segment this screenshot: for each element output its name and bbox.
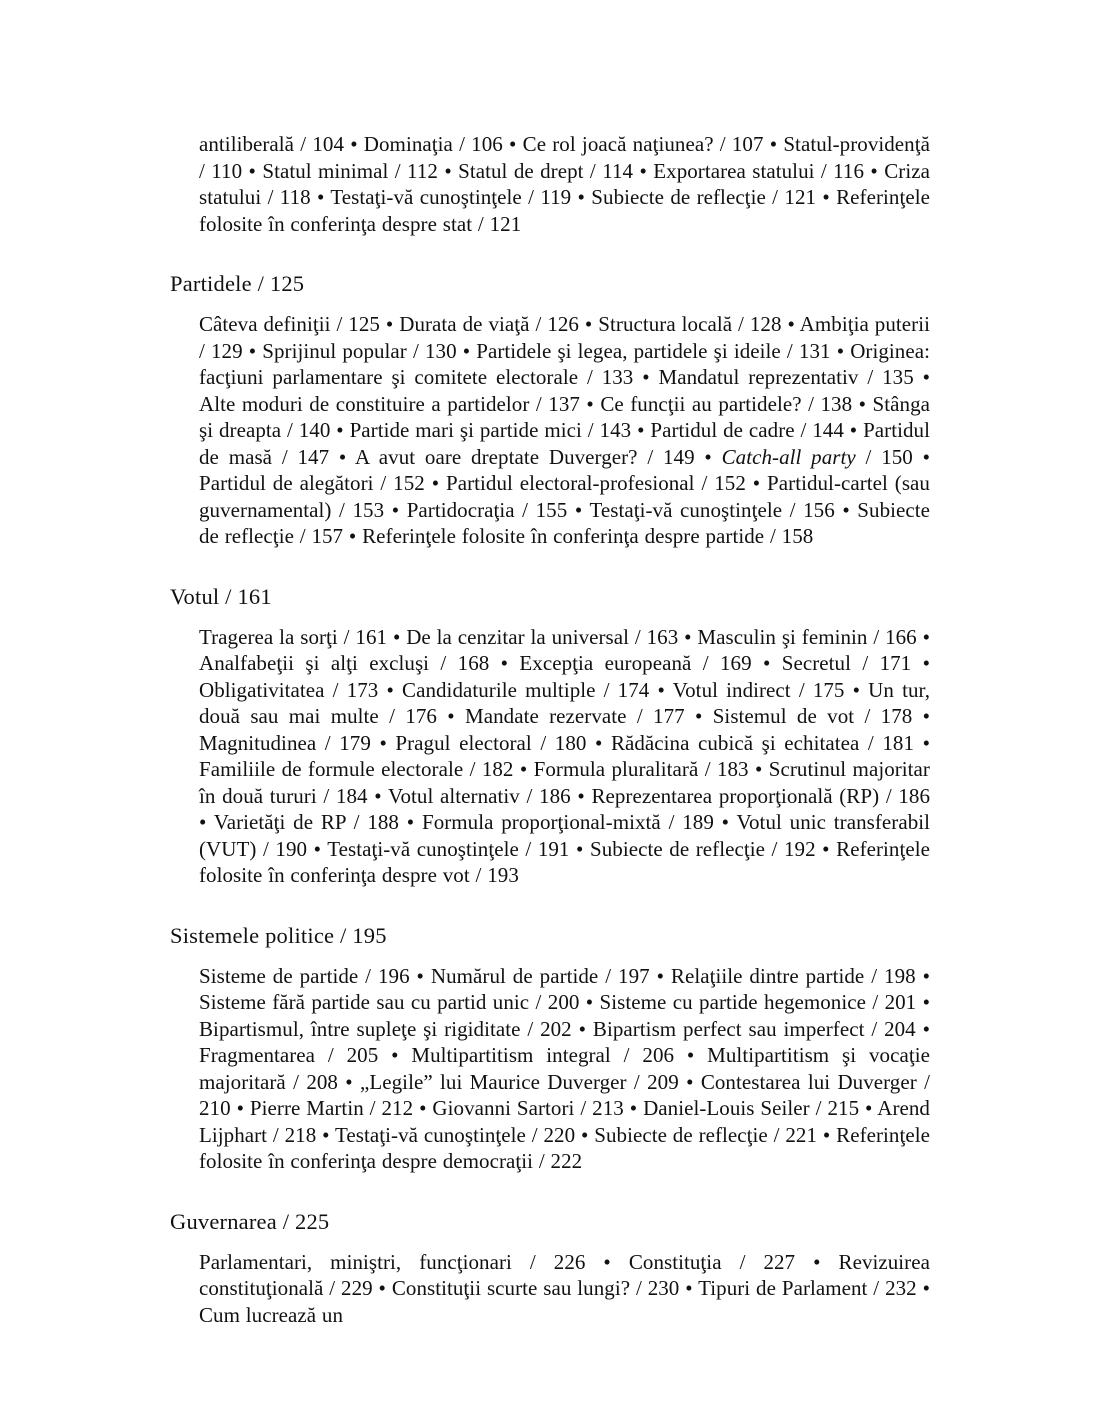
toc-entry: Fragmentarea / 205 [199, 1043, 379, 1067]
toc-entry: Referinţele folosite în conferinţa despre stat / 121 [199, 185, 930, 236]
toc-entry: Catch-all party / 150 [721, 444, 913, 469]
toc-entry: Sisteme de partide / 196 [199, 963, 410, 988]
toc-entry: Daniel-Louis Seiler / 215 [643, 1096, 860, 1120]
toc-entry: Structura locală / 128 [598, 312, 782, 336]
toc-entry: Statul-providenţă / 110 [199, 132, 930, 183]
toc-entry: Votul unic transferabil (VUT) / 190 [199, 810, 931, 861]
toc-entry: antiliberală / 104 [199, 132, 344, 156]
toc-content [170, 131, 930, 1328]
toc-entry: Subiecte de reflecţie / 157 [199, 497, 931, 548]
toc-entry: Analfabeţii şi alţi excluşi / 168 [199, 651, 490, 675]
section-entries-paragraph: antiliberală / 104 • Dominaţia / 106 • Ce rol joacă naţiunea? / 107 • Statul-providenţă / 110 • Statul minimal / 112 • Statul de drept / 114 • Exportarea statului / 116 • Criza statului / 118 • Testaţi-vă cunoştinţele / 119 • Subiecte de reflecţie / 121 • Referinţele folosite în conferinţa despre stat / 121 [199, 132, 930, 236]
toc-entry: Testaţi-vă cunoştinţele / 191 [327, 836, 570, 861]
toc-entry: Multipartitism şi vocaţie majoritară / 208 [199, 1043, 930, 1094]
toc-entry: Candidaturile multiple / 174 [402, 677, 650, 702]
toc-entry: Constituţii scurte sau lungi? / 230 [391, 1276, 680, 1300]
toc-entry: Scrutinul majoritar în două tururi / 184 [199, 757, 930, 808]
toc-entry: Arend Lijphart / 218 [199, 1096, 930, 1147]
toc-entry: Originea: facţiuni parlamentare şi comitete electorale / 133 [199, 338, 930, 389]
toc-entry: Referinţele folosite în conferinţa despre vot / 193 [199, 836, 930, 887]
toc-entry: Reprezentarea proporţională (RP) / 186 [591, 783, 931, 808]
section-entries-paragraph: Sisteme de partide / 196 • Numărul de partide / 197 • Relaţiile dintre partide / 198 • Sisteme fără partide sau cu partid unic / 200 • Sisteme cu partide hegemonice / 201 • Bipartismul, între supleţe şi rigiditate / 202 • Bipartism perfect sau imperfect / 204 • Fragmentarea / 205 • Multipartitism integral / 206 • Multipartitism şi vocaţie majoritară / 208 • „Legile” lui Maurice Duverger / 209 • Contestarea lui Duverger / 210 • Pierre Martin / 212 • Giovanni Sartori / 213 • Daniel-Louis Seiler / 215 • Arend Lijphart / 218 • Testaţi-vă cunoştinţele / 220 • Subiecte de reflecţie / 221 • Referinţele folosite în conferinţa despre democraţii / 222 [199, 963, 931, 1173]
section-entries-paragraph: Parlamentari, miniştri, funcţionari / 226 • Constituţia / 227 • Revizuirea constituţională / 229 • Constituţii scurte sau lungi? / 230 • Tipuri de Parlament / 232 • Cum lucrează un [199, 1249, 930, 1327]
toc-entry: Referinţele folosite în conferinţa despre partide / 158 [362, 524, 814, 548]
toc-entry: Revizuirea constituţională / 229 [199, 1249, 930, 1300]
toc-entry: Secretul / 171 [781, 651, 912, 675]
toc-entry: „Legile” lui Maurice Duverger / 209 [360, 1069, 679, 1094]
toc-entry: Tragerea la sorţi / 161 [199, 624, 388, 649]
toc-entry: Numărul de partide / 197 [430, 963, 650, 988]
section-heading: Votul / 161 [170, 583, 272, 609]
toc-entry: Statul minimal / 112 [262, 158, 438, 183]
toc-entry: Varietăţi de RP / 188 [213, 810, 399, 834]
toc-entry: Formula pluralitară / 183 [533, 757, 749, 781]
toc-entry: Excepţia europeană / 169 [519, 651, 752, 675]
toc-entry: Testaţi-vă cunoştinţele / 156 [589, 497, 835, 522]
section-heading: Sistemele politice / 195 [170, 922, 387, 948]
toc-entry: Tipuri de Parlament / 232 [698, 1276, 917, 1300]
toc-entry: Pierre Martin / 212 [249, 1096, 414, 1120]
toc-entry: Testaţi-vă cunoştinţele / 220 [335, 1122, 576, 1147]
toc-entry: Contestarea lui Duverger / 210 [199, 1069, 930, 1120]
toc-entry: Subiecte de reflecţie / 221 [594, 1122, 818, 1147]
toc-entry: Parlamentari, miniştri, funcţionari / 226 [199, 1249, 586, 1274]
toc-section [170, 270, 930, 550]
toc-entry: Partidul de masă / 147 [199, 418, 930, 469]
toc-entry: De la cenzitar la universal / 163 [406, 624, 679, 649]
toc-entry: Criza statului / 118 [199, 158, 930, 209]
toc-entry: Magnitudinea / 179 [199, 730, 371, 755]
toc-entry: Dominaţia / 106 [363, 132, 503, 156]
toc-entry: Partidocraţia / 155 [406, 497, 568, 522]
toc-entry: Alte moduri de constituire a partidelor / 137 [199, 391, 580, 416]
toc-entry: Partidele şi legea, partidele şi ideile / 131 [476, 338, 831, 363]
toc-entry: Obligativitatea / 173 [199, 677, 379, 702]
toc-entry: Pragul electoral / 180 [395, 730, 587, 755]
toc-entry: Masculin şi feminin / 166 [697, 624, 917, 649]
toc-entry: Sprijinul popular / 130 [262, 338, 457, 363]
toc-entry: Constituţia / 227 [628, 1249, 796, 1274]
toc-entry: Formula proporţional-mixtă / 189 [421, 810, 714, 834]
toc-entry: Partide mari şi partide mici / 143 [349, 418, 632, 442]
toc-section [170, 583, 930, 889]
section-heading: Guvernarea / 225 [170, 1208, 330, 1234]
toc-entry: Statul de drept / 114 [458, 158, 634, 183]
toc-entry: Partidul de cadre / 144 [650, 418, 844, 442]
toc-entry: Partidul electoral-profesional / 152 [445, 471, 746, 495]
section-heading: Partidele / 125 [170, 271, 305, 296]
toc-entry: A avut oare dreptate Duverger? / 149 [354, 444, 695, 469]
toc-entry: Bipartismul, între supleţe şi rigiditate / 202 [199, 1016, 572, 1041]
toc-entry: Subiecte de reflecţie / 121 [591, 185, 817, 209]
toc-entry: Ce rol joacă naţiunea? / 107 [522, 132, 764, 156]
toc-entry: Câteva definiţii / 125 [199, 312, 380, 336]
toc-entry: Votul indirect / 175 [672, 677, 845, 702]
toc-entry: Un tur, două sau mai multe / 176 [199, 677, 931, 728]
toc-entry: Mandatul reprezentativ / 135 [658, 365, 914, 389]
toc-entry: Sistemul de vot / 178 [712, 704, 913, 728]
toc-entry: Ce funcţii au partidele? / 138 [600, 391, 853, 416]
toc-entry: Stânga şi dreapta / 140 [199, 391, 930, 442]
toc-section [170, 1208, 930, 1329]
toc-entry: Cum lucrează un [199, 1302, 344, 1327]
toc-entry: Multipartitism integral / 206 [411, 1043, 675, 1067]
toc-section [170, 922, 930, 1175]
toc-entry: Giovanni Sartori / 213 [432, 1096, 624, 1120]
toc-entry: Testaţi-vă cunoştinţele / 119 [330, 185, 572, 209]
toc-entry: Sisteme cu partide hegemonice / 201 [599, 990, 917, 1014]
toc-entry: Votul alternativ / 186 [387, 783, 571, 808]
toc-section [170, 131, 930, 237]
toc-entry: Ambiţia puterii / 129 [199, 312, 930, 363]
section-entries-paragraph: Câteva definiţii / 125 • Durata de viaţă / 126 • Structura locală / 128 • Ambiţia puterii / 129 • Sprijinul popular / 130 • Partidele şi legea, partidele şi ideile / 131 • Originea: facţiuni parlamentare şi comitete electorale / 133 • Mandatul reprezentativ / 135 • Alte moduri de constituire a partidelor / 137 • Ce funcţii au partidele? / 138 • Stânga şi dreapta / 140 • Partide mari şi partide mici / 143 • Partidul de cadre / 144 • Partidul de masă / 147 • A avut oare dreptate Duverger? / 149 • Catch-all party / 150 • Partidul de alegători / 152 • Partidul electoral-profesional / 152 • Partidul-cartel (sau guvernamental) / 153 • Partidocraţia / 155 • Testaţi-vă cunoştinţele / 156 • Subiecte de reflecţie / 157 • Referinţele folosite în conferinţa despre partide / 158 [199, 312, 931, 548]
toc-entry: Durata de viaţă / 126 [399, 312, 579, 336]
toc-entry: Referinţele folosite în conferinţa despre democraţii / 222 [199, 1122, 930, 1173]
toc-entry: Mandate rezervate / 177 [465, 704, 685, 728]
toc-entry: Partidul de alegători / 152 [199, 471, 425, 495]
toc-entry: Bipartism perfect sau imperfect / 204 [592, 1016, 916, 1041]
toc-entry: Subiecte de reflecţie / 192 [590, 836, 816, 861]
toc-entry: Rădăcina cubică şi echitatea / 181 [610, 730, 915, 755]
section-entries-paragraph: Tragerea la sorţi / 161 • De la cenzitar la universal / 163 • Masculin şi feminin / 166 • Analfabeţii şi alţi excluşi / 168 • Excepţia europeană / 169 • Secretul / 171 • Obligativitatea / 173 • Candidaturile multiple / 174 • Votul indirect / 175 • Un tur, două sau mai multe / 176 • Mandate rezervate / 177 • Sistemul de vot / 178 • Magnitudinea / 179 • Pragul electoral / 180 • Rădăcina cubică şi echitatea / 181 • Familiile de formule electorale / 182 • Formula pluralitară / 183 • Scrutinul majoritar în două tururi / 184 • Votul alternativ / 186 • Reprezentarea proporţională (RP) / 186 • Varietăţi de RP / 188 • Formula proporţional-mixtă / 189 • Votul unic transferabil (VUT) / 190 • Testaţi-vă cunoştinţele / 191 • Subiecte de reflecţie / 192 • Referinţele folosite în conferinţa despre vot / 193 [199, 624, 931, 887]
toc-entry: Sisteme fără partide sau cu partid unic / 200 [199, 990, 580, 1014]
toc-entry: Relaţiile dintre partide / 198 [670, 963, 916, 988]
toc-entry: Partidul-cartel (sau guvernamental) / 153 [199, 471, 930, 522]
toc-entry: Familiile de formule electorale / 182 [199, 757, 514, 781]
toc-entry: Exportarea statului / 116 [653, 158, 865, 183]
